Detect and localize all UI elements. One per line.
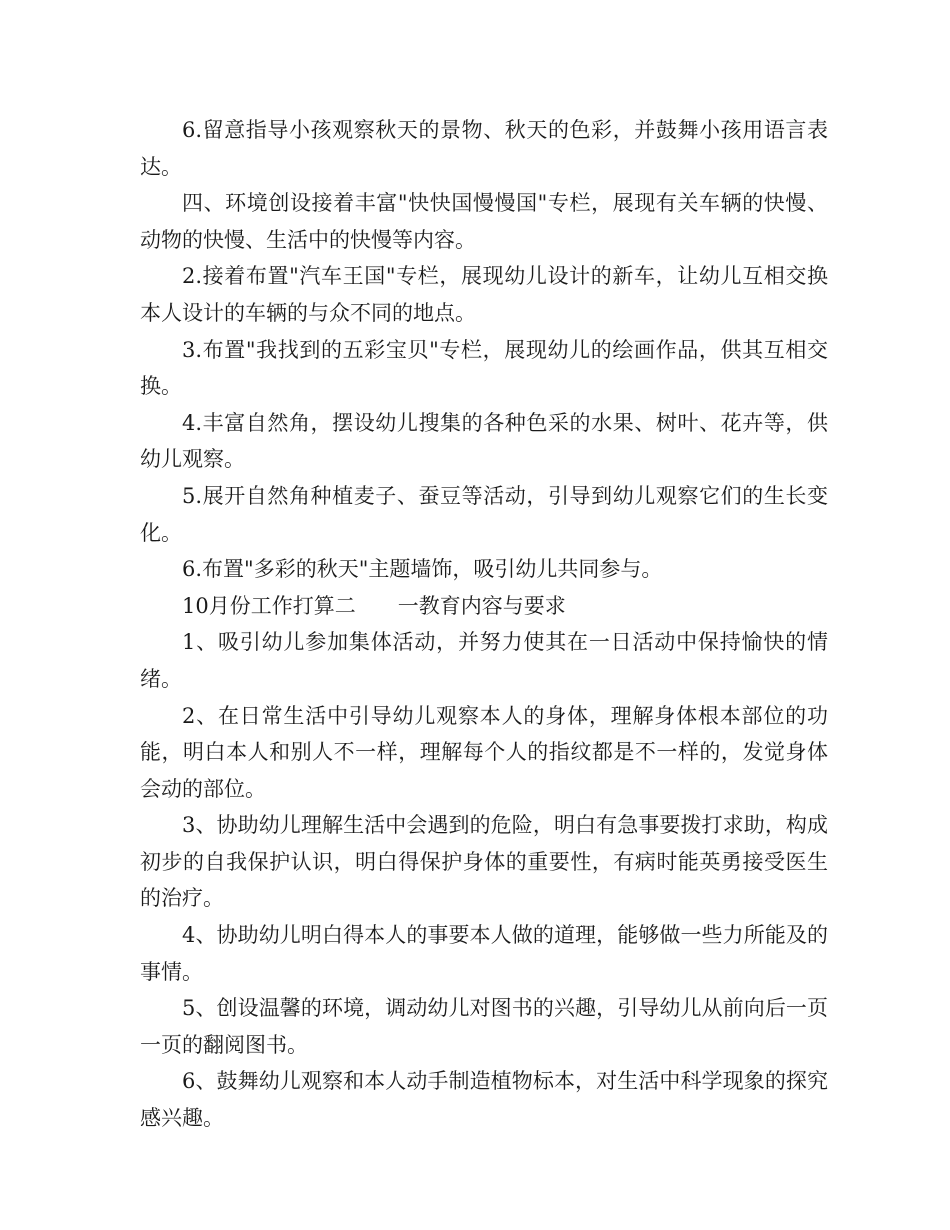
- paragraph: 2、在日常生活中引导幼儿观察本人的身体，理解身体根本部位的功能，明白本人和别人不一样，理解每个人的指纹都是不一样的，发觉身体会动的部位。: [140, 703, 828, 801]
- paragraph: 2.接着布置"汽车王国"专栏，展现幼儿设计的新车，让幼儿互相交换本人设计的车辆的与众不同的地点。: [140, 264, 828, 325]
- paragraph: 5、创设温馨的环境，调动幼儿对图书的兴趣，引导幼儿从前向后一页一页的翻阅图书。: [140, 996, 828, 1057]
- paragraph: 6.布置"多彩的秋天"主题墙饰，吸引幼儿共同参与。: [182, 557, 663, 582]
- paragraph: 3.布置"我找到的五彩宝贝"专栏，展现幼儿的绘画作品，供其互相交换。: [140, 337, 828, 399]
- paragraph: 1、吸引幼儿参加集体活动，并努力使其在一日活动中保持愉快的情绪。: [140, 630, 828, 691]
- paragraph: 4.丰富自然角，摆设幼儿搜集的各种色采的水果、树叶、花卉等，供幼儿观察。: [140, 410, 828, 472]
- paragraph: 3、协助幼儿理解生活中会遇到的危险，明白有急事要拨打求助，构成初步的自我保护认识，明白得保护身体的重要性，有病时能英勇接受医生的治疗。: [140, 813, 828, 911]
- document-body: [140, 112, 828, 1137]
- paragraph: 4、协助幼儿明白得本人的事要本人做的道理，能够做一些力所能及的事情。: [140, 923, 828, 984]
- section-heading: 10月份工作打算二 一教育内容与要求: [182, 593, 566, 618]
- paragraph: 6.留意指导小孩观察秋天的景物、秋天的色彩，并鼓舞小孩用语言表达。: [140, 118, 828, 179]
- paragraph: 四、环境创设接着丰富"快快国慢慢国"专栏，展现有关车辆的快慢、动物的快慢、生活中的快慢等内容。: [140, 191, 828, 252]
- paragraph: 6、鼓舞幼儿观察和本人动手制造植物标本，对生活中科学现象的探究感兴趣。: [140, 1069, 828, 1131]
- paragraph: 5.展开自然角种植麦子、蚕豆等活动，引导到幼儿观察它们的生长变化。: [140, 483, 828, 545]
